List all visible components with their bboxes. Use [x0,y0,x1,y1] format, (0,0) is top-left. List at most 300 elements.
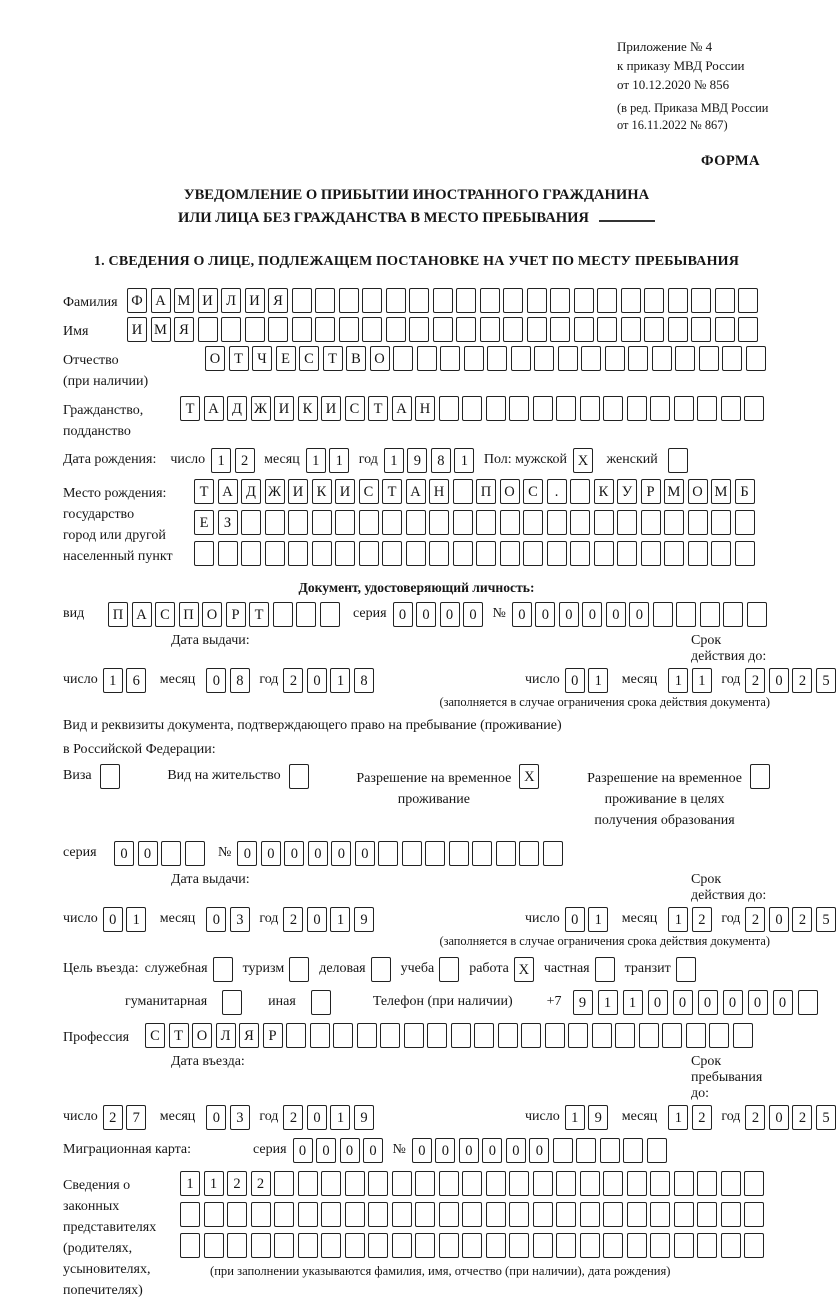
char-box[interactable] [453,541,473,566]
char-box[interactable]: И [198,288,218,313]
char-box[interactable] [750,764,770,789]
char-box[interactable]: 1 [668,668,688,693]
char-box[interactable] [509,396,529,421]
char-box[interactable]: 0 [435,1138,455,1163]
char-box[interactable] [227,1233,247,1258]
char-box[interactable]: П [179,602,199,627]
char-box[interactable] [453,510,473,535]
char-box[interactable] [744,1202,764,1227]
char-box[interactable] [439,1233,459,1258]
char-box[interactable]: С [145,1023,165,1048]
char-box[interactable] [662,1023,682,1048]
char-box[interactable]: Т [382,479,402,504]
char-box[interactable] [550,288,570,313]
char-box[interactable]: К [298,396,318,421]
char-box[interactable]: 1 [330,668,350,693]
char-box[interactable] [676,602,696,627]
char-box[interactable]: В [346,346,366,371]
char-box[interactable]: К [594,479,614,504]
char-box[interactable]: 0 [307,1105,327,1130]
char-box[interactable] [676,957,696,982]
char-box[interactable]: 2 [251,1171,271,1196]
char-box[interactable] [644,317,664,342]
char-box[interactable] [644,288,664,313]
char-box[interactable] [480,317,500,342]
char-box[interactable] [312,541,332,566]
char-box[interactable]: 2 [283,668,303,693]
char-box[interactable] [721,1202,741,1227]
char-box[interactable]: 0 [206,1105,226,1130]
char-box[interactable]: 0 [629,602,649,627]
char-box[interactable] [486,1233,506,1258]
char-box[interactable]: 0 [606,602,626,627]
char-box[interactable]: М [664,479,684,504]
char-box[interactable]: 0 [393,602,413,627]
char-box[interactable]: 5 [816,668,836,693]
char-box[interactable] [519,841,539,866]
char-box[interactable] [321,1171,341,1196]
char-box[interactable]: И [335,479,355,504]
char-box[interactable] [429,510,449,535]
char-box[interactable] [487,346,507,371]
char-box[interactable]: 1 [204,1171,224,1196]
char-box[interactable] [368,1202,388,1227]
char-box[interactable] [628,346,648,371]
char-box[interactable] [650,1233,670,1258]
char-box[interactable] [617,510,637,535]
char-box[interactable] [335,510,355,535]
char-box[interactable]: А [132,602,152,627]
char-box[interactable] [274,1233,294,1258]
char-box[interactable] [605,346,625,371]
char-box[interactable]: И [274,396,294,421]
char-box[interactable] [429,541,449,566]
char-box[interactable] [715,288,735,313]
char-box[interactable]: 0 [459,1138,479,1163]
char-box[interactable]: А [392,396,412,421]
char-box[interactable]: П [476,479,496,504]
char-box[interactable] [315,288,335,313]
char-box[interactable]: О [688,479,708,504]
char-box[interactable] [697,1233,717,1258]
char-box[interactable]: 0 [698,990,718,1015]
char-box[interactable] [733,1023,753,1048]
char-box[interactable] [476,541,496,566]
char-box[interactable]: К [312,479,332,504]
char-box[interactable] [476,510,496,535]
char-box[interactable] [570,479,590,504]
char-box[interactable] [723,602,743,627]
char-box[interactable] [273,602,293,627]
char-box[interactable] [674,1171,694,1196]
char-box[interactable] [288,541,308,566]
char-box[interactable] [674,1233,694,1258]
char-box[interactable]: 0 [529,1138,549,1163]
char-box[interactable] [335,541,355,566]
char-box[interactable] [697,1171,717,1196]
char-box[interactable]: С [523,479,543,504]
char-box[interactable] [486,396,506,421]
char-box[interactable] [289,764,309,789]
char-box[interactable]: Н [415,396,435,421]
char-box[interactable] [576,1138,596,1163]
char-box[interactable] [627,1171,647,1196]
char-box[interactable]: Т [229,346,249,371]
char-box[interactable]: 0 [535,602,555,627]
char-box[interactable] [310,1023,330,1048]
char-box[interactable]: 1 [454,448,474,473]
char-box[interactable] [533,1233,553,1258]
char-box[interactable] [652,346,672,371]
char-box[interactable] [321,1233,341,1258]
char-box[interactable]: 2 [792,1105,812,1130]
char-box[interactable] [241,510,261,535]
char-box[interactable]: О [205,346,225,371]
char-box[interactable] [547,541,567,566]
char-box[interactable] [641,510,661,535]
char-box[interactable] [439,957,459,982]
char-box[interactable]: 0 [307,907,327,932]
char-box[interactable]: 0 [769,1105,789,1130]
char-box[interactable] [213,957,233,982]
char-box[interactable]: 2 [283,907,303,932]
char-box[interactable] [621,288,641,313]
char-box[interactable] [527,317,547,342]
char-box[interactable] [545,1023,565,1048]
char-box[interactable] [415,1233,435,1258]
char-box[interactable] [462,1202,482,1227]
char-box[interactable] [697,396,717,421]
char-box[interactable] [486,1202,506,1227]
char-box[interactable] [406,541,426,566]
char-box[interactable] [382,541,402,566]
char-box[interactable]: 5 [816,907,836,932]
char-box[interactable] [533,1171,553,1196]
char-box[interactable]: Б [735,479,755,504]
char-box[interactable]: А [204,396,224,421]
char-box[interactable] [439,396,459,421]
char-box[interactable] [289,957,309,982]
char-box[interactable]: 8 [230,668,250,693]
char-box[interactable] [288,510,308,535]
char-box[interactable] [650,1171,670,1196]
char-box[interactable] [503,317,523,342]
char-box[interactable]: Р [226,602,246,627]
char-box[interactable] [691,288,711,313]
char-box[interactable]: 0 [331,841,351,866]
char-box[interactable] [556,1233,576,1258]
char-box[interactable] [185,841,205,866]
char-box[interactable] [100,764,120,789]
char-box[interactable] [498,1023,518,1048]
char-box[interactable] [362,288,382,313]
char-box[interactable]: Т [169,1023,189,1048]
char-box[interactable]: 0 [307,668,327,693]
char-box[interactable] [639,1023,659,1048]
char-box[interactable] [402,841,422,866]
char-box[interactable] [386,317,406,342]
char-box[interactable] [534,346,554,371]
char-box[interactable] [600,1138,620,1163]
char-box[interactable]: Д [227,396,247,421]
char-box[interactable] [500,541,520,566]
char-box[interactable]: 0 [316,1138,336,1163]
char-box[interactable]: 1 [330,907,350,932]
char-box[interactable]: О [202,602,222,627]
char-box[interactable] [251,1202,271,1227]
char-box[interactable]: 2 [235,448,255,473]
char-box[interactable] [406,510,426,535]
char-box[interactable] [674,396,694,421]
char-box[interactable]: 0 [355,841,375,866]
char-box[interactable] [433,288,453,313]
char-box[interactable] [627,396,647,421]
char-box[interactable]: 2 [103,1105,123,1130]
char-box[interactable]: И [127,317,147,342]
char-box[interactable] [550,317,570,342]
char-box[interactable]: 0 [293,1138,313,1163]
char-box[interactable] [204,1202,224,1227]
char-box[interactable] [439,1171,459,1196]
char-box[interactable]: Ч [252,346,272,371]
char-box[interactable] [647,1138,667,1163]
char-box[interactable] [311,990,331,1015]
char-box[interactable] [617,541,637,566]
char-box[interactable] [627,1233,647,1258]
char-box[interactable] [558,346,578,371]
char-box[interactable] [292,288,312,313]
char-box[interactable] [627,1202,647,1227]
char-box[interactable] [798,990,818,1015]
char-box[interactable] [533,396,553,421]
char-box[interactable] [456,317,476,342]
char-box[interactable]: 9 [588,1105,608,1130]
char-box[interactable]: О [370,346,390,371]
char-box[interactable]: 0 [284,841,304,866]
char-box[interactable] [268,317,288,342]
char-box[interactable]: Т [368,396,388,421]
char-box[interactable] [581,346,601,371]
char-box[interactable]: 0 [582,602,602,627]
char-box[interactable]: З [218,510,238,535]
char-box[interactable]: 0 [773,990,793,1015]
char-box[interactable] [603,1171,623,1196]
char-box[interactable]: 0 [506,1138,526,1163]
char-box[interactable] [509,1202,529,1227]
char-box[interactable] [227,1202,247,1227]
char-box[interactable] [699,346,719,371]
char-box[interactable]: 0 [723,990,743,1015]
char-box[interactable]: М [151,317,171,342]
char-box[interactable]: И [245,288,265,313]
char-box[interactable] [382,510,402,535]
char-box[interactable] [345,1202,365,1227]
char-box[interactable] [380,1023,400,1048]
char-box[interactable] [357,1023,377,1048]
char-box[interactable]: 0 [340,1138,360,1163]
char-box[interactable]: С [359,479,379,504]
char-box[interactable]: 1 [330,1105,350,1130]
char-box[interactable]: 1 [623,990,643,1015]
char-box[interactable] [664,510,684,535]
char-box[interactable] [721,396,741,421]
char-box[interactable]: 8 [354,668,374,693]
char-box[interactable]: 2 [227,1171,247,1196]
char-box[interactable]: А [151,288,171,313]
char-box[interactable] [623,1138,643,1163]
char-box[interactable] [570,541,590,566]
char-box[interactable]: 1 [211,448,231,473]
char-box[interactable] [738,288,758,313]
char-box[interactable] [345,1171,365,1196]
char-box[interactable]: X [519,764,539,789]
char-box[interactable] [503,288,523,313]
char-box[interactable]: Я [239,1023,259,1048]
char-box[interactable]: 0 [512,602,532,627]
char-box[interactable] [668,448,688,473]
char-box[interactable]: Р [263,1023,283,1048]
char-box[interactable] [675,346,695,371]
char-box[interactable]: X [573,448,593,473]
char-box[interactable] [594,510,614,535]
char-box[interactable]: 0 [363,1138,383,1163]
char-box[interactable] [392,1233,412,1258]
char-box[interactable]: 0 [565,907,585,932]
char-box[interactable]: 0 [769,668,789,693]
char-box[interactable]: 0 [482,1138,502,1163]
char-box[interactable]: П [108,602,128,627]
char-box[interactable] [320,602,340,627]
char-box[interactable] [292,317,312,342]
char-box[interactable] [603,1202,623,1227]
char-box[interactable] [194,541,214,566]
char-box[interactable] [393,346,413,371]
char-box[interactable]: 0 [748,990,768,1015]
char-box[interactable] [474,1023,494,1048]
char-box[interactable] [735,541,755,566]
char-box[interactable]: 1 [692,668,712,693]
char-box[interactable] [744,1171,764,1196]
char-box[interactable] [527,288,547,313]
char-box[interactable]: 1 [598,990,618,1015]
char-box[interactable]: 7 [126,1105,146,1130]
char-box[interactable] [180,1233,200,1258]
char-box[interactable]: 1 [668,907,688,932]
char-box[interactable]: Ж [251,396,271,421]
char-box[interactable]: 0 [138,841,158,866]
char-box[interactable] [653,602,673,627]
char-box[interactable] [222,990,242,1015]
char-box[interactable] [556,1171,576,1196]
char-box[interactable] [439,1202,459,1227]
char-box[interactable] [688,510,708,535]
char-box[interactable] [204,1233,224,1258]
char-box[interactable]: 0 [237,841,257,866]
char-box[interactable] [456,288,476,313]
char-box[interactable]: 0 [673,990,693,1015]
char-box[interactable]: 6 [126,668,146,693]
char-box[interactable] [523,510,543,535]
char-box[interactable] [451,1023,471,1048]
char-box[interactable]: X [514,957,534,982]
char-box[interactable] [509,1233,529,1258]
char-box[interactable]: 9 [354,1105,374,1130]
char-box[interactable]: Я [268,288,288,313]
char-box[interactable] [735,510,755,535]
char-box[interactable] [615,1023,635,1048]
char-box[interactable] [425,841,445,866]
char-box[interactable] [409,317,429,342]
char-box[interactable]: Е [276,346,296,371]
char-box[interactable]: 2 [692,1105,712,1130]
char-box[interactable] [722,346,742,371]
char-box[interactable] [603,396,623,421]
char-box[interactable]: 5 [816,1105,836,1130]
char-box[interactable] [345,1233,365,1258]
char-box[interactable]: 3 [230,907,250,932]
char-box[interactable]: 1 [306,448,326,473]
char-box[interactable]: 0 [565,668,585,693]
char-box[interactable] [409,288,429,313]
char-box[interactable] [715,317,735,342]
char-box[interactable] [574,317,594,342]
char-box[interactable] [415,1171,435,1196]
char-box[interactable] [241,541,261,566]
char-box[interactable]: Я [174,317,194,342]
char-box[interactable]: А [406,479,426,504]
char-box[interactable] [368,1233,388,1258]
char-box[interactable]: Т [249,602,269,627]
char-box[interactable] [543,841,563,866]
char-box[interactable]: 1 [103,668,123,693]
char-box[interactable] [298,1202,318,1227]
char-box[interactable]: 2 [745,668,765,693]
char-box[interactable] [427,1023,447,1048]
char-box[interactable] [180,1202,200,1227]
char-box[interactable] [251,1233,271,1258]
char-box[interactable]: 0 [206,668,226,693]
char-box[interactable]: 1 [588,907,608,932]
char-box[interactable] [265,541,285,566]
char-box[interactable] [480,288,500,313]
char-box[interactable] [274,1171,294,1196]
char-box[interactable]: 0 [440,602,460,627]
char-box[interactable]: Ж [265,479,285,504]
char-box[interactable] [709,1023,729,1048]
char-box[interactable]: 9 [354,907,374,932]
char-box[interactable]: Е [194,510,214,535]
char-box[interactable] [453,479,473,504]
char-box[interactable] [415,1202,435,1227]
char-box[interactable]: А [218,479,238,504]
char-box[interactable]: 0 [412,1138,432,1163]
char-box[interactable] [744,1233,764,1258]
char-box[interactable] [747,602,767,627]
char-box[interactable]: У [617,479,637,504]
char-box[interactable] [386,288,406,313]
char-box[interactable]: Т [323,346,343,371]
char-box[interactable] [580,1233,600,1258]
char-box[interactable]: Ф [127,288,147,313]
char-box[interactable] [570,510,590,535]
char-box[interactable] [161,841,181,866]
char-box[interactable] [711,541,731,566]
char-box[interactable] [668,317,688,342]
char-box[interactable] [580,396,600,421]
char-box[interactable] [533,1202,553,1227]
char-box[interactable] [738,317,758,342]
char-box[interactable] [650,396,670,421]
